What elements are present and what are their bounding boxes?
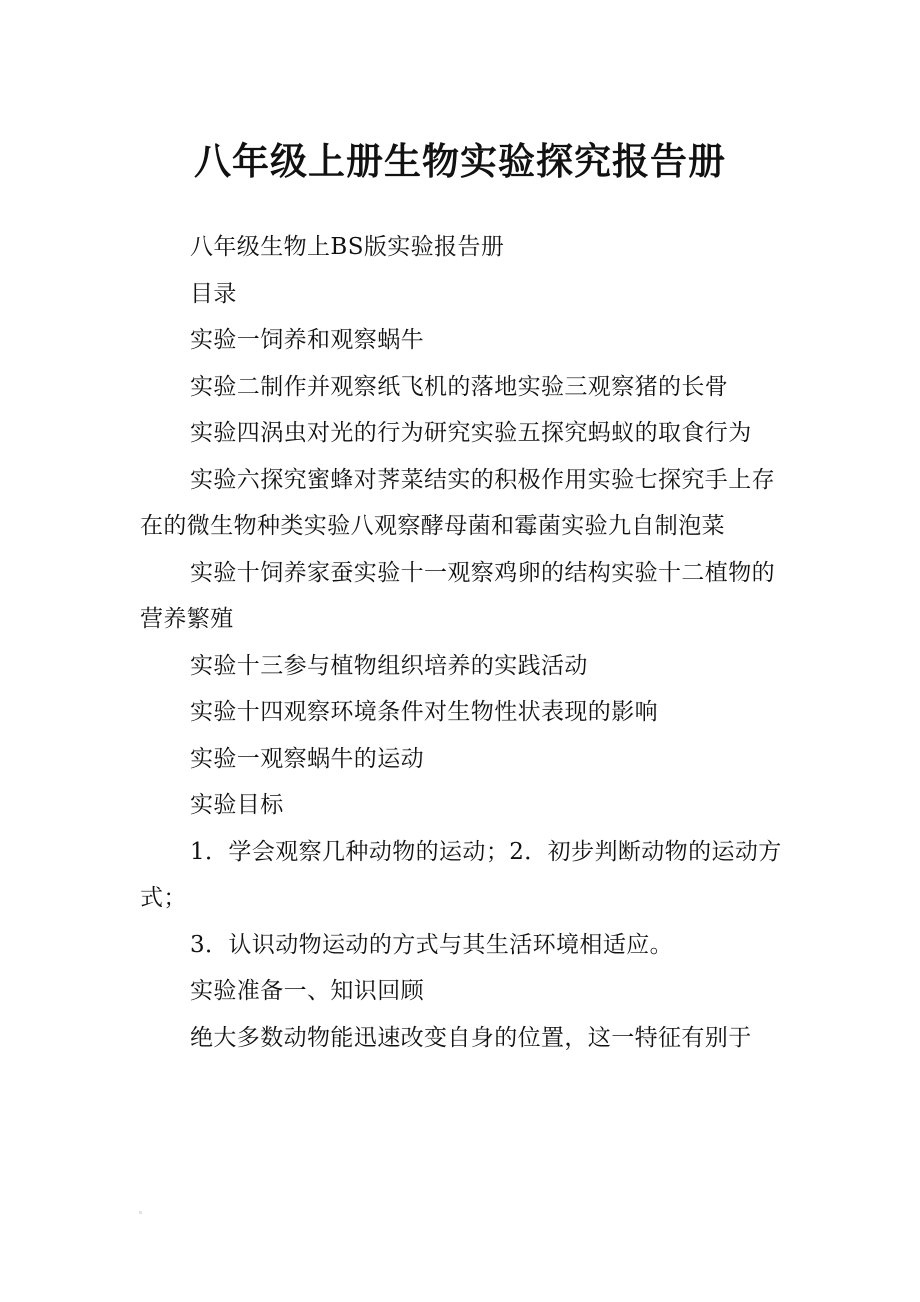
toc-item: 实验二制作并观察纸飞机的落地实验三观察猪的长骨 (190, 373, 729, 400)
toc-item: 实验四涡虫对光的行为研究实验五探究蚂蚁的取食行为 (190, 420, 752, 446)
objective-item: 3．认识动物运动的方式与其生活环境相适应。 (190, 931, 674, 958)
toc-heading: 目录 (190, 280, 237, 307)
toc-item: 实验十三参与植物组织培养的实践活动 (190, 652, 588, 679)
section-heading: 实验一观察蜗牛的运动 (190, 745, 424, 772)
toc-item: 实验十四观察环境条件对生物性状表现的影响 (190, 699, 658, 725)
document-body (140, 224, 785, 1061)
document-title: 八年级上册生物实验探究报告册 (194, 138, 726, 183)
subsection-heading: 实验目标 (190, 792, 284, 818)
subsection-heading: 实验准备一、知识回顾 (190, 978, 424, 1004)
body-paragraph: 绝大多数动物能迅速改变自身的位置，这一特征有别于 (190, 1024, 752, 1051)
toc-item: 实验六探究蜜蜂对荠菜结实的积极作用实验七探究手上存在的微生物种类实验八观察酵母菌和霉菌实验九自制泡菜 (140, 466, 775, 539)
toc-item: 实验十饲养家蚕实验十一观察鸡卵的结构实验十二植物的营养繁殖 (140, 559, 775, 632)
objective-item: 1．学会观察几种动物的运动；2．初步判断动物的运动方式； (140, 838, 782, 911)
scan-speck (139, 1211, 142, 1214)
toc-item: 实验一饲养和观察蜗牛 (190, 327, 424, 353)
subtitle-paragraph: 八年级生物上BS版实验报告册 (190, 234, 505, 260)
